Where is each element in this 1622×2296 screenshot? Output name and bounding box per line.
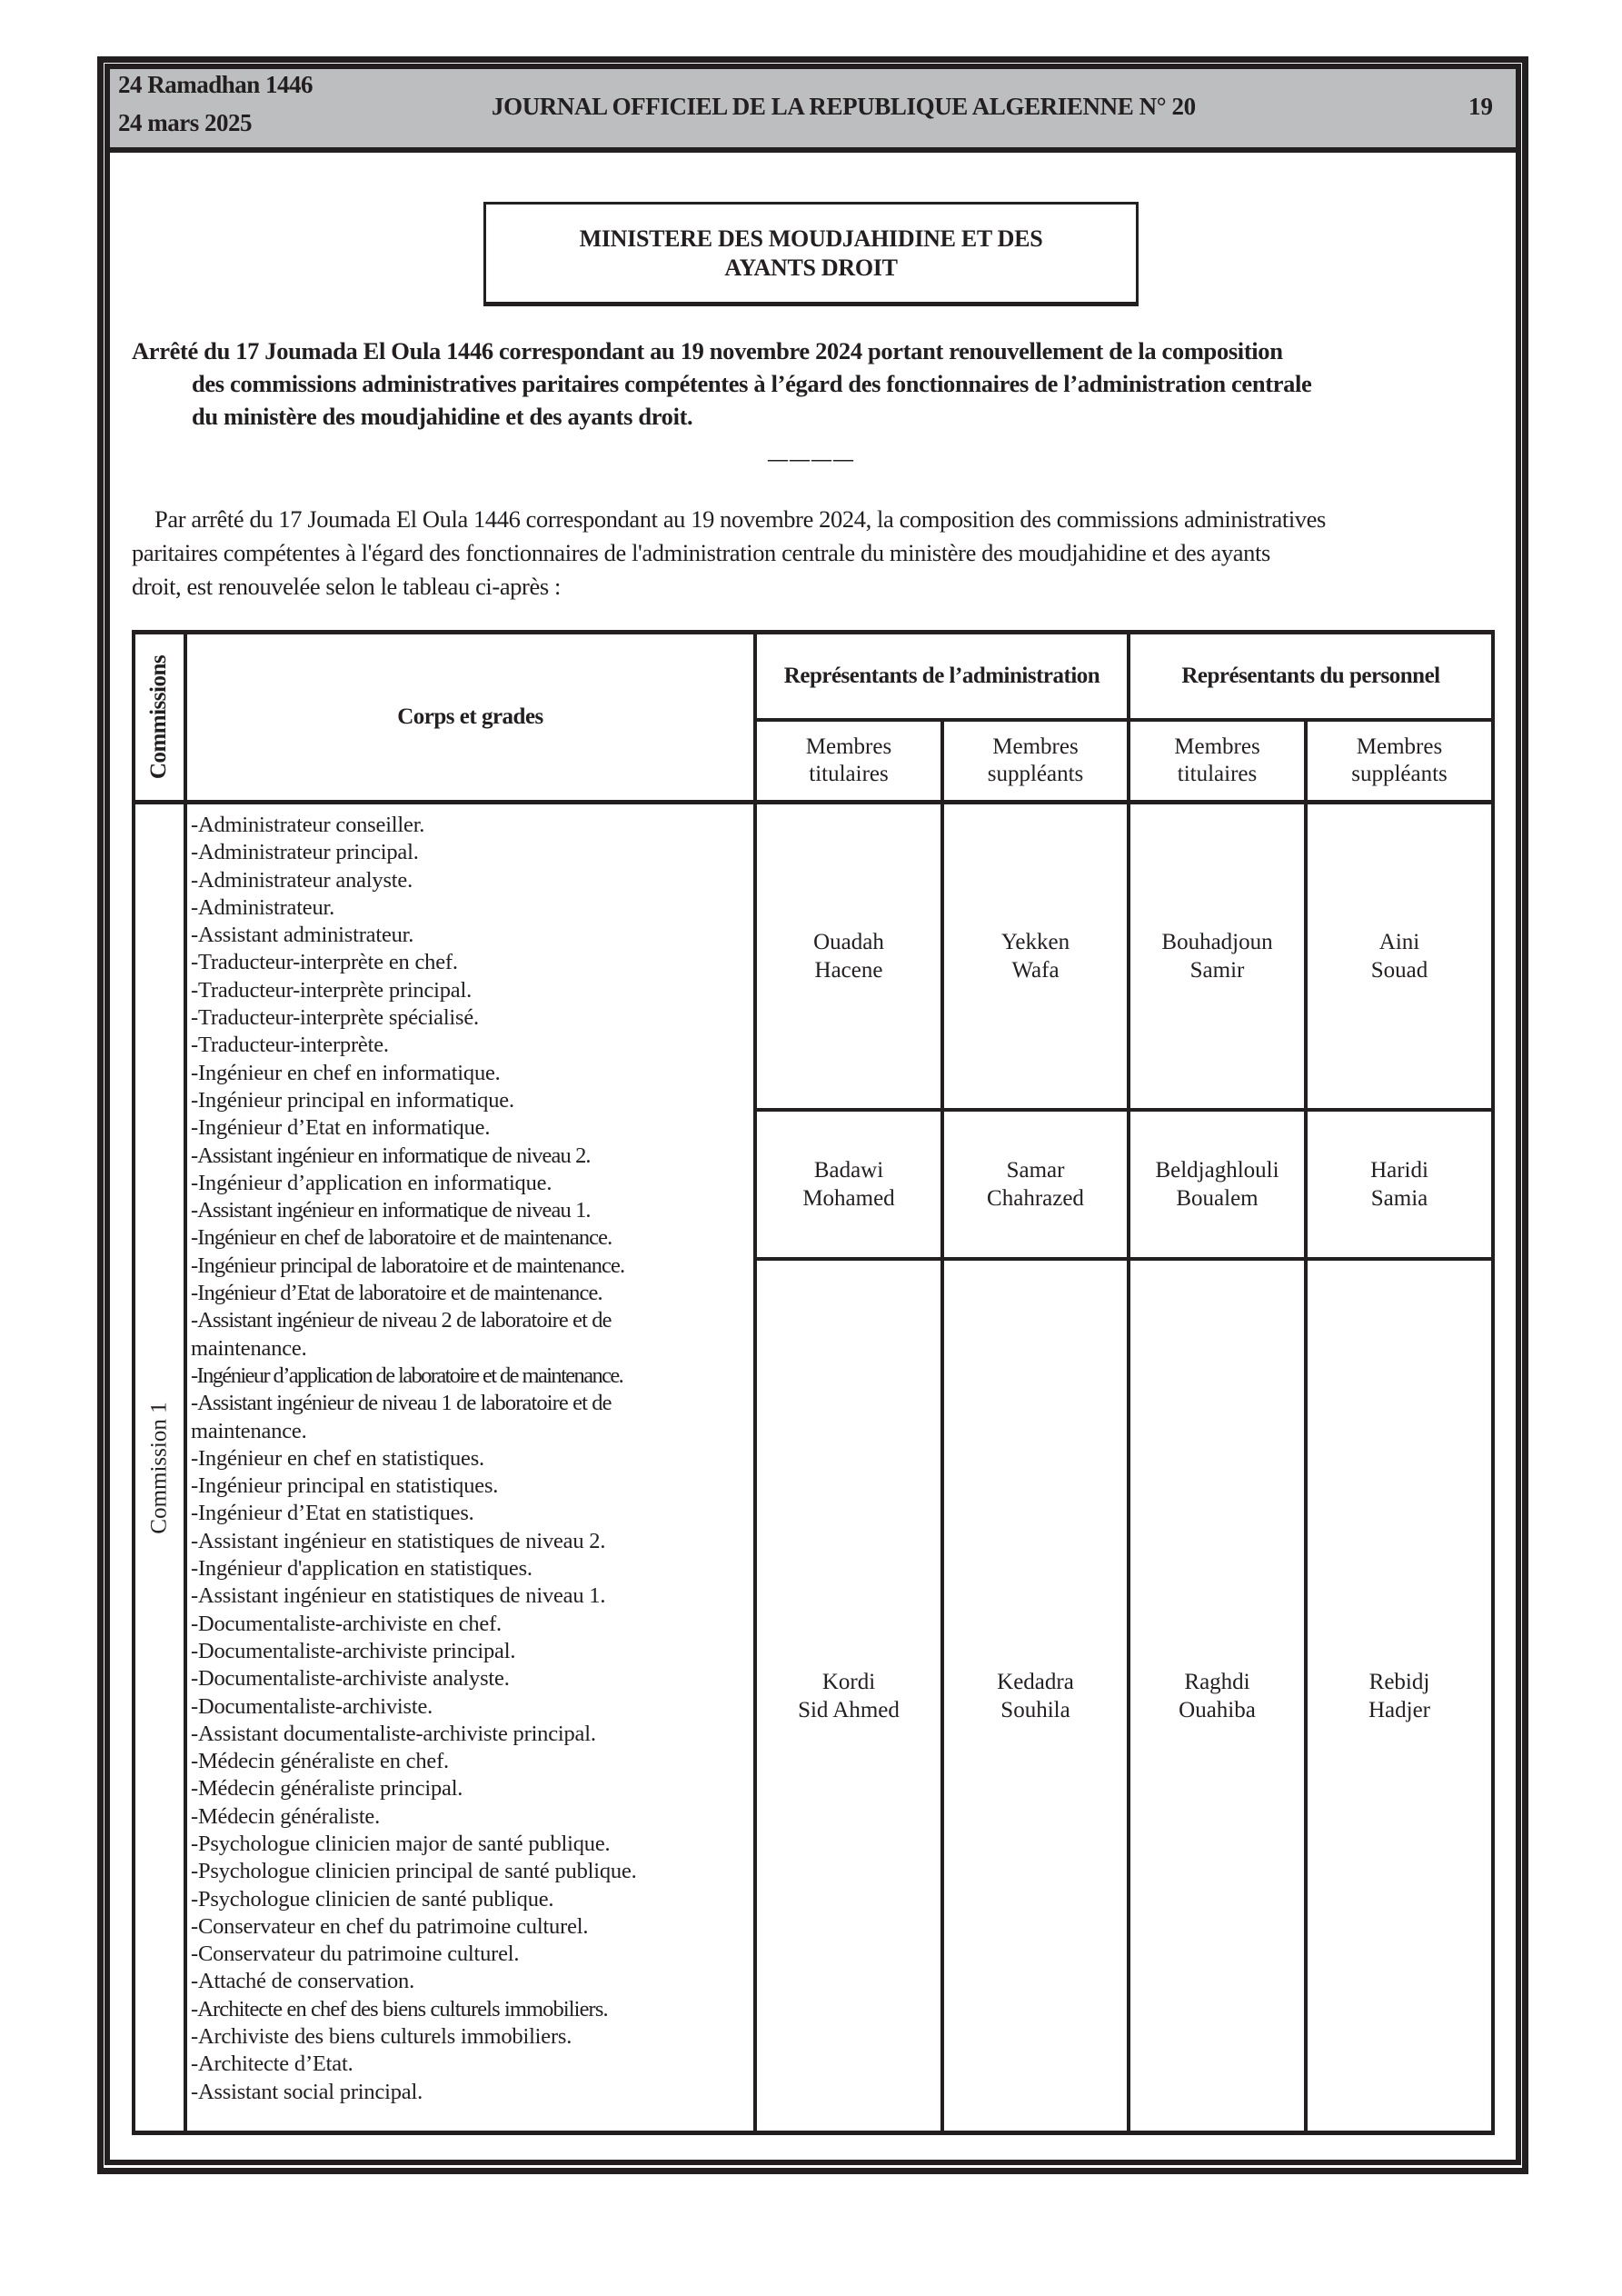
list-item: -Ingénieur principal en informatique.: [191, 1087, 514, 1113]
list-item: -Administrateur analyste.: [191, 867, 413, 893]
member-pers-titulaire: Beldjaghlouli Boualem: [1155, 1158, 1279, 1211]
list-item: maintenance.: [191, 1335, 307, 1361]
intro-line: droit, est renouvelée selon le tableau ci-après :: [132, 573, 561, 600]
member-admin-titulaire: Kordi Sid Ahmed: [798, 1669, 900, 1722]
list-item: -Traducteur-interprète principal.: [191, 977, 473, 1003]
member-admin-titulaire: Badawi Mohamed: [802, 1158, 895, 1211]
list-item: -Ingénieur d’Etat de laboratoire et de maintenance.: [191, 1281, 602, 1306]
section-separator: ————: [768, 447, 855, 470]
arrete-title: [132, 334, 1495, 433]
list-item: -Médecin généraliste en chef.: [191, 1749, 449, 1774]
commission-label: Commission 1: [146, 1401, 172, 1534]
member-pers-suppleant: Aini Souad: [1370, 930, 1428, 983]
list-item: -Assistant documentaliste-archiviste principal.: [191, 1721, 596, 1746]
list-item: -Assistant ingénieur en statistiques de niveau 2.: [191, 1528, 606, 1553]
ministry-line-2: AYANTS DROIT: [724, 254, 898, 281]
col-divider: [184, 630, 187, 2135]
intro-line: paritaires compétentes à l'égard des fonctionnaires de l'administration centrale du ministère des moudjahidine et des ayants: [132, 539, 1270, 566]
gregorian-date: 24 mars 2025: [118, 109, 252, 136]
list-item: -Attaché de conservation.: [191, 1969, 415, 1994]
header-rep-personnel: Représentants du personnel: [1181, 664, 1440, 688]
header-admin-titulaires: Membres titulaires: [805, 734, 892, 786]
header-commissions: Commissions: [146, 654, 172, 780]
composition-table: [132, 630, 1495, 2135]
member-admin-suppleant: Kedadra Souhila: [997, 1669, 1074, 1722]
journal-title: JOURNAL OFFICIEL DE LA REPUBLIQUE ALGERIENNE N° 20: [492, 93, 1196, 120]
arrete-title-line: des commissions administratives paritaires compétentes à l’égard des fonctionnaires de l’administration centrale: [192, 370, 1312, 397]
list-item: -Archiviste des biens culturels immobiliers.: [191, 2024, 572, 2050]
header-rep-admin: Représentants de l’administration: [783, 664, 1100, 688]
list-item: -Ingénieur d’Etat en statistiques.: [191, 1501, 474, 1526]
member-admin-suppleant: Yekken Wafa: [1000, 930, 1070, 983]
list-item: -Documentaliste-archiviste analyste.: [191, 1666, 510, 1692]
intro-paragraph: [132, 503, 1495, 604]
commission-label-cell: [135, 804, 184, 2131]
header-admin-suppleants: Membres suppléants: [987, 734, 1084, 786]
list-item: -Assistant ingénieur en statistiques de niveau 1.: [191, 1583, 606, 1609]
member-admin-suppleant: Samar Chahrazed: [987, 1158, 1084, 1211]
running-header: [110, 69, 1516, 153]
list-item: -Administrateur principal.: [191, 840, 419, 865]
corps-list: [191, 812, 754, 2106]
intro-line: Par arrêté du 17 Joumada El Oula 1446 correspondant au 19 novembre 2024, la composition des commissions administratives: [154, 505, 1326, 533]
member-pers-titulaire: Raghdi Ouahiba: [1179, 1669, 1256, 1722]
list-item: -Assistant ingénieur de niveau 1 de laboratoire et de: [191, 1391, 612, 1416]
list-item: -Psychologue clinicien major de santé publique.: [191, 1831, 611, 1856]
member-admin-titulaire: Ouadah Hacene: [813, 930, 884, 983]
list-item: maintenance.: [191, 1418, 307, 1443]
list-item: -Ingénieur en chef de laboratoire et de maintenance.: [191, 1225, 612, 1251]
list-item: -Médecin généraliste principal.: [191, 1776, 463, 1802]
arrete-title-line: du ministère des moudjahidine et des ayants droit.: [192, 403, 693, 430]
list-item: -Architecte en chef des biens culturels immobiliers.: [191, 1996, 608, 2021]
list-item: -Ingénieur en chef en statistiques.: [191, 1445, 484, 1471]
header-pers-suppleants: Membres suppléants: [1351, 734, 1448, 786]
list-item: -Assistant ingénieur en informatique de niveau 2.: [191, 1143, 591, 1168]
list-item: -Ingénieur principal en statistiques.: [191, 1473, 499, 1499]
list-item: -Ingénieur principal de laboratoire et de maintenance.: [191, 1253, 625, 1278]
list-item: -Administrateur.: [191, 894, 335, 920]
header-corps-et-grades: Corps et grades: [397, 704, 543, 729]
list-item: -Conservateur du patrimoine culturel.: [191, 1942, 520, 1967]
ministry-line-1: MINISTERE DES MOUDJAHIDINE ET DES: [579, 225, 1043, 252]
list-item: -Traducteur-interprète spécialisé.: [191, 1005, 479, 1031]
list-item: -Architecte d’Etat.: [191, 2051, 353, 2077]
list-item: -Administrateur conseiller.: [191, 813, 425, 837]
list-item: -Conservateur en chef du patrimoine culturel.: [191, 1913, 589, 1939]
hijri-date: 24 Ramadhan 1446: [118, 71, 313, 98]
list-item: -Ingénieur d’Etat en informatique.: [191, 1115, 491, 1141]
list-item: -Assistant social principal.: [191, 2079, 423, 2104]
member-pers-suppleant: Haridi Samia: [1370, 1158, 1428, 1211]
list-item: -Documentaliste-archiviste en chef.: [191, 1611, 502, 1636]
list-item: -Ingénieur d’application de laboratoire et de maintenance.: [191, 1363, 623, 1388]
list-item: -Traducteur-interprète.: [191, 1033, 389, 1058]
list-item: -Traducteur-interprète en chef.: [191, 950, 458, 975]
table-border-right: [1491, 630, 1495, 2135]
list-item: -Documentaliste-archiviste.: [191, 1693, 433, 1719]
list-item: -Psychologue clinicien de santé publique.: [191, 1886, 554, 1912]
list-item: -Psychologue clinicien principal de santé publique.: [191, 1859, 637, 1884]
list-item: -Médecin généraliste.: [191, 1803, 381, 1829]
list-item: -Ingénieur d'application en statistiques.: [191, 1556, 532, 1582]
list-item: -Ingénieur en chef en informatique.: [191, 1060, 501, 1085]
list-item: -Ingénieur d’application en informatique.: [191, 1170, 552, 1195]
member-pers-titulaire: Bouhadjoun Samir: [1161, 930, 1273, 983]
header-pers-titulaires: Membres titulaires: [1174, 734, 1260, 786]
table-border-bottom: [132, 2131, 1495, 2135]
list-item: -Documentaliste-archiviste principal.: [191, 1638, 516, 1663]
list-item: -Assistant ingénieur en informatique de niveau 1.: [191, 1198, 591, 1223]
arrete-title-line: Arrêté du 17 Joumada El Oula 1446 correspondant au 19 novembre 2024 portant renouvellement de la composition: [132, 337, 1283, 364]
page-number: 19: [1468, 93, 1493, 120]
ministry-heading: [483, 202, 1139, 306]
list-item: -Assistant administrateur.: [191, 923, 414, 948]
member-pers-suppleant: Rebidj Hadjer: [1368, 1669, 1431, 1722]
list-item: -Assistant ingénieur de niveau 2 de laboratoire et de: [191, 1308, 612, 1333]
